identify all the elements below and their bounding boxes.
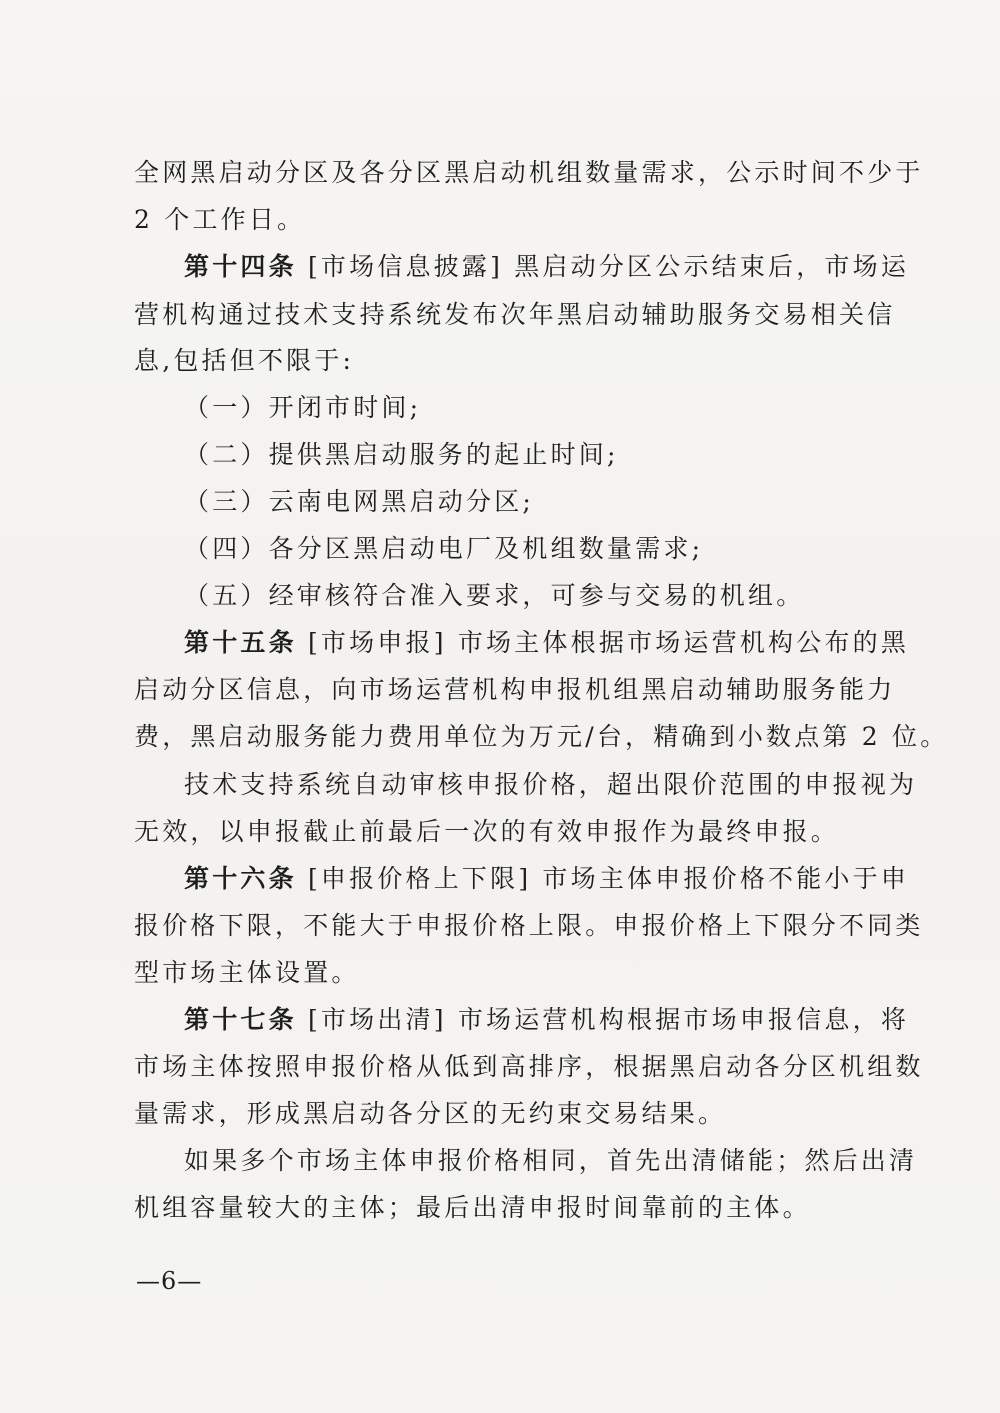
article-14-text: [市场信息披露] 黑启动分区公示结束后，市场运: [296, 252, 910, 281]
body-line: 2 个工作日。: [134, 205, 306, 234]
article-17-text: [市场出清] 市场运营机构根据市场申报信息，将: [296, 1005, 910, 1034]
article-15-number: 第十五条: [184, 628, 297, 657]
body-line: 如果多个市场主体申报价格相同，首先出清储能；然后出清: [184, 1146, 918, 1175]
body-line: 型市场主体设置。: [134, 958, 360, 987]
body-line: 营机构通过技术支持系统发布次年黑启动辅助服务交易相关信: [134, 300, 896, 329]
article-16-text: [申报价格上下限] 市场主体申报价格不能小于申: [296, 864, 910, 893]
body-line: 量需求，形成黑启动各分区的无约束交易结果。: [134, 1099, 727, 1128]
article-14-number: 第十四条: [184, 252, 297, 281]
article-17-number: 第十七条: [184, 1005, 297, 1034]
page-number: —6—: [136, 1267, 203, 1295]
list-item: （五）经审核符合准入要求，可参与交易的机组。: [184, 581, 805, 610]
list-item: （二）提供黑启动服务的起止时间;: [184, 440, 619, 469]
list-item: （一）开闭市时间;: [184, 393, 422, 422]
article-15-heading-line: [184, 628, 910, 658]
list-item: （四）各分区黑启动电厂及机组数量需求;: [184, 534, 704, 563]
body-line: 息,包括但不限于:: [134, 346, 355, 375]
body-line: 无效，以申报截止前最后一次的有效申报作为最终申报。: [134, 817, 840, 846]
article-17-heading-line: [184, 1005, 910, 1035]
article-14-heading-line: [184, 252, 910, 282]
body-line: 费，黑启动服务能力费用单位为万元/台，精确到小数点第 2 位。: [134, 722, 949, 751]
body-line: 机组容量较大的主体；最后出清申报时间靠前的主体。: [134, 1193, 811, 1222]
body-line: 报价格下限，不能大于申报价格上限。申报价格上下限分不同类: [134, 911, 924, 940]
article-15-text: [市场申报] 市场主体根据市场运营机构公布的黑: [296, 628, 910, 657]
body-line: 启动分区信息，向市场运营机构申报机组黑启动辅助服务能力: [134, 675, 896, 704]
article-16-number: 第十六条: [184, 864, 297, 893]
body-line: 市场主体按照申报价格从低到高排序，根据黑启动各分区机组数: [134, 1052, 924, 1081]
body-line: 全网黑启动分区及各分区黑启动机组数量需求，公示时间不少于: [134, 158, 924, 187]
body-line: 技术支持系统自动审核申报价格，超出限价范围的申报视为: [184, 770, 918, 799]
list-item: （三）云南电网黑启动分区;: [184, 487, 535, 516]
article-16-heading-line: [184, 864, 910, 894]
